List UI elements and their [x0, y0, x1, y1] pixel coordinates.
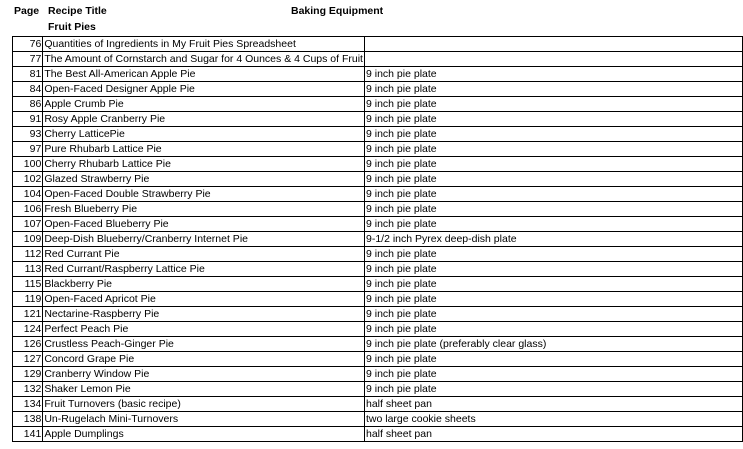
table-row [13, 202, 743, 217]
page-cell[interactable]: 119 [13, 292, 43, 307]
table-row [13, 307, 743, 322]
baking-equipment-cell[interactable] [364, 37, 742, 52]
baking-equipment-cell[interactable]: 9 inch pie plate [364, 112, 742, 127]
recipe-title-cell[interactable]: Concord Grape Pie [43, 352, 365, 367]
page-cell[interactable]: 97 [13, 142, 43, 157]
table-row [13, 292, 743, 307]
page-cell[interactable]: 91 [13, 112, 43, 127]
table-row [13, 397, 743, 412]
recipe-title-cell[interactable]: Deep-Dish Blueberry/Cranberry Internet Pie [43, 232, 365, 247]
recipe-title-cell[interactable]: Quantities of Ingredients in My Fruit Pies Spreadsheet [43, 37, 365, 52]
recipe-title-cell[interactable]: Open-Faced Blueberry Pie [43, 217, 365, 232]
table-row [13, 97, 743, 112]
recipe-title-cell[interactable]: Pure Rhubarb Lattice Pie [43, 142, 365, 157]
page-cell[interactable]: 81 [13, 67, 43, 82]
page-cell[interactable]: 77 [13, 52, 43, 67]
table-row [13, 127, 743, 142]
recipe-table [12, 36, 743, 442]
recipe-title-cell[interactable]: Perfect Peach Pie [43, 322, 365, 337]
page-cell[interactable]: 113 [13, 262, 43, 277]
table-row [13, 247, 743, 262]
table-row [13, 367, 743, 382]
page-cell[interactable]: 84 [13, 82, 43, 97]
page-cell[interactable]: 93 [13, 127, 43, 142]
baking-equipment-cell[interactable]: half sheet pan [364, 397, 742, 412]
page-cell[interactable]: 121 [13, 307, 43, 322]
baking-equipment-cell[interactable]: 9 inch pie plate [364, 307, 742, 322]
table-row [13, 337, 743, 352]
baking-equipment-cell[interactable]: 9 inch pie plate [364, 187, 742, 202]
table-row [13, 172, 743, 187]
baking-equipment-cell[interactable]: 9 inch pie plate [364, 247, 742, 262]
recipe-title-cell[interactable]: The Best All-American Apple Pie [43, 67, 365, 82]
section-title: Fruit Pies [48, 21, 96, 33]
baking-equipment-cell[interactable]: half sheet pan [364, 427, 742, 442]
page-cell[interactable]: 115 [13, 277, 43, 292]
baking-equipment-cell[interactable]: 9 inch pie plate [364, 352, 742, 367]
page-cell[interactable]: 127 [13, 352, 43, 367]
table-row [13, 232, 743, 247]
baking-equipment-cell[interactable]: 9 inch pie plate [364, 217, 742, 232]
recipe-title-cell[interactable]: Cranberry Window Pie [43, 367, 365, 382]
table-row [13, 322, 743, 337]
page-cell[interactable]: 107 [13, 217, 43, 232]
page-cell[interactable]: 76 [13, 37, 43, 52]
recipe-title-cell[interactable]: Red Currant Pie [43, 247, 365, 262]
table-row [13, 52, 743, 67]
baking-equipment-cell[interactable] [364, 52, 742, 67]
page-cell[interactable]: 109 [13, 232, 43, 247]
page-cell[interactable]: 104 [13, 187, 43, 202]
page-cell[interactable]: 100 [13, 157, 43, 172]
baking-equipment-cell[interactable]: 9 inch pie plate [364, 277, 742, 292]
baking-equipment-cell[interactable]: 9 inch pie plate [364, 82, 742, 97]
page-cell[interactable]: 124 [13, 322, 43, 337]
page-cell[interactable]: 126 [13, 337, 43, 352]
table-row [13, 427, 743, 442]
baking-equipment-cell[interactable]: 9 inch pie plate [364, 172, 742, 187]
recipe-title-column-header: Recipe Title [48, 5, 107, 17]
recipe-title-cell[interactable]: Glazed Strawberry Pie [43, 172, 365, 187]
page-cell[interactable]: 138 [13, 412, 43, 427]
recipe-title-cell[interactable]: Shaker Lemon Pie [43, 382, 365, 397]
recipe-title-cell[interactable]: Apple Crumb Pie [43, 97, 365, 112]
recipe-title-cell[interactable]: Open-Faced Apricot Pie [43, 292, 365, 307]
baking-equipment-cell[interactable]: 9 inch pie plate [364, 67, 742, 82]
recipe-title-cell[interactable]: Nectarine-Raspberry Pie [43, 307, 365, 322]
section-row [0, 20, 743, 35]
table-row [13, 67, 743, 82]
baking-equipment-cell[interactable]: 9 inch pie plate [364, 292, 742, 307]
table-row [13, 37, 743, 52]
table-row [13, 352, 743, 367]
recipe-title-cell[interactable]: Rosy Apple Cranberry Pie [43, 112, 365, 127]
recipe-title-cell[interactable]: Cherry LatticePie [43, 127, 365, 142]
table-row [13, 382, 743, 397]
table-row [13, 82, 743, 97]
recipe-title-cell[interactable]: Blackberry Pie [43, 277, 365, 292]
baking-equipment-cell[interactable]: 9 inch pie plate [364, 322, 742, 337]
baking-equipment-cell[interactable]: two large cookie sheets [364, 412, 742, 427]
table-row [13, 112, 743, 127]
recipe-title-cell[interactable]: Fruit Turnovers (basic recipe) [43, 397, 365, 412]
baking-equipment-cell[interactable]: 9 inch pie plate [364, 367, 742, 382]
recipe-title-cell[interactable]: Un-Rugelach Mini-Turnovers [43, 412, 365, 427]
baking-equipment-cell[interactable]: 9 inch pie plate [364, 202, 742, 217]
baking-equipment-cell[interactable]: 9 inch pie plate [364, 382, 742, 397]
baking-equipment-column-header: Baking Equipment [291, 5, 384, 17]
recipe-title-cell[interactable]: Fresh Blueberry Pie [43, 202, 365, 217]
table-row [13, 142, 743, 157]
baking-equipment-cell[interactable]: 9-1/2 inch Pyrex deep-dish plate [364, 232, 742, 247]
table-row [13, 187, 743, 202]
recipe-title-cell[interactable]: Crustless Peach-Ginger Pie [43, 337, 365, 352]
header-row [0, 0, 743, 20]
page-cell[interactable]: 86 [13, 97, 43, 112]
page-cell[interactable]: 106 [13, 202, 43, 217]
page-cell[interactable]: 129 [13, 367, 43, 382]
page-cell[interactable]: 112 [13, 247, 43, 262]
baking-equipment-cell[interactable]: 9 inch pie plate [364, 127, 742, 142]
table-row [13, 217, 743, 232]
recipe-title-cell[interactable]: Open-Faced Designer Apple Pie [43, 82, 365, 97]
table-row [13, 262, 743, 277]
table-row [13, 412, 743, 427]
recipe-title-cell[interactable]: Apple Dumplings [43, 427, 365, 442]
page-cell[interactable]: 102 [13, 172, 43, 187]
recipe-title-cell[interactable]: Cherry Rhubarb Lattice Pie [43, 157, 365, 172]
recipe-title-cell[interactable]: The Amount of Cornstarch and Sugar for 4 Ounces & 4 Cups of Fruit [44, 52, 363, 65]
recipe-title-cell[interactable]: Red Currant/Raspberry Lattice Pie [43, 262, 365, 277]
table-row [13, 277, 743, 292]
page-cell[interactable]: 134 [13, 397, 43, 412]
page-cell[interactable]: 141 [13, 427, 43, 442]
baking-equipment-cell[interactable]: 9 inch pie plate [364, 157, 742, 172]
page-cell[interactable]: 132 [13, 382, 43, 397]
baking-equipment-cell[interactable]: 9 inch pie plate [364, 262, 742, 277]
baking-equipment-cell[interactable]: 9 inch pie plate [364, 97, 742, 112]
recipe-title-cell[interactable]: Open-Faced Double Strawberry Pie [43, 187, 365, 202]
table-row [13, 157, 743, 172]
page-column-header: Page [14, 5, 40, 17]
baking-equipment-cell[interactable]: 9 inch pie plate [364, 142, 742, 157]
baking-equipment-cell[interactable]: 9 inch pie plate (preferably clear glass) [364, 337, 742, 352]
